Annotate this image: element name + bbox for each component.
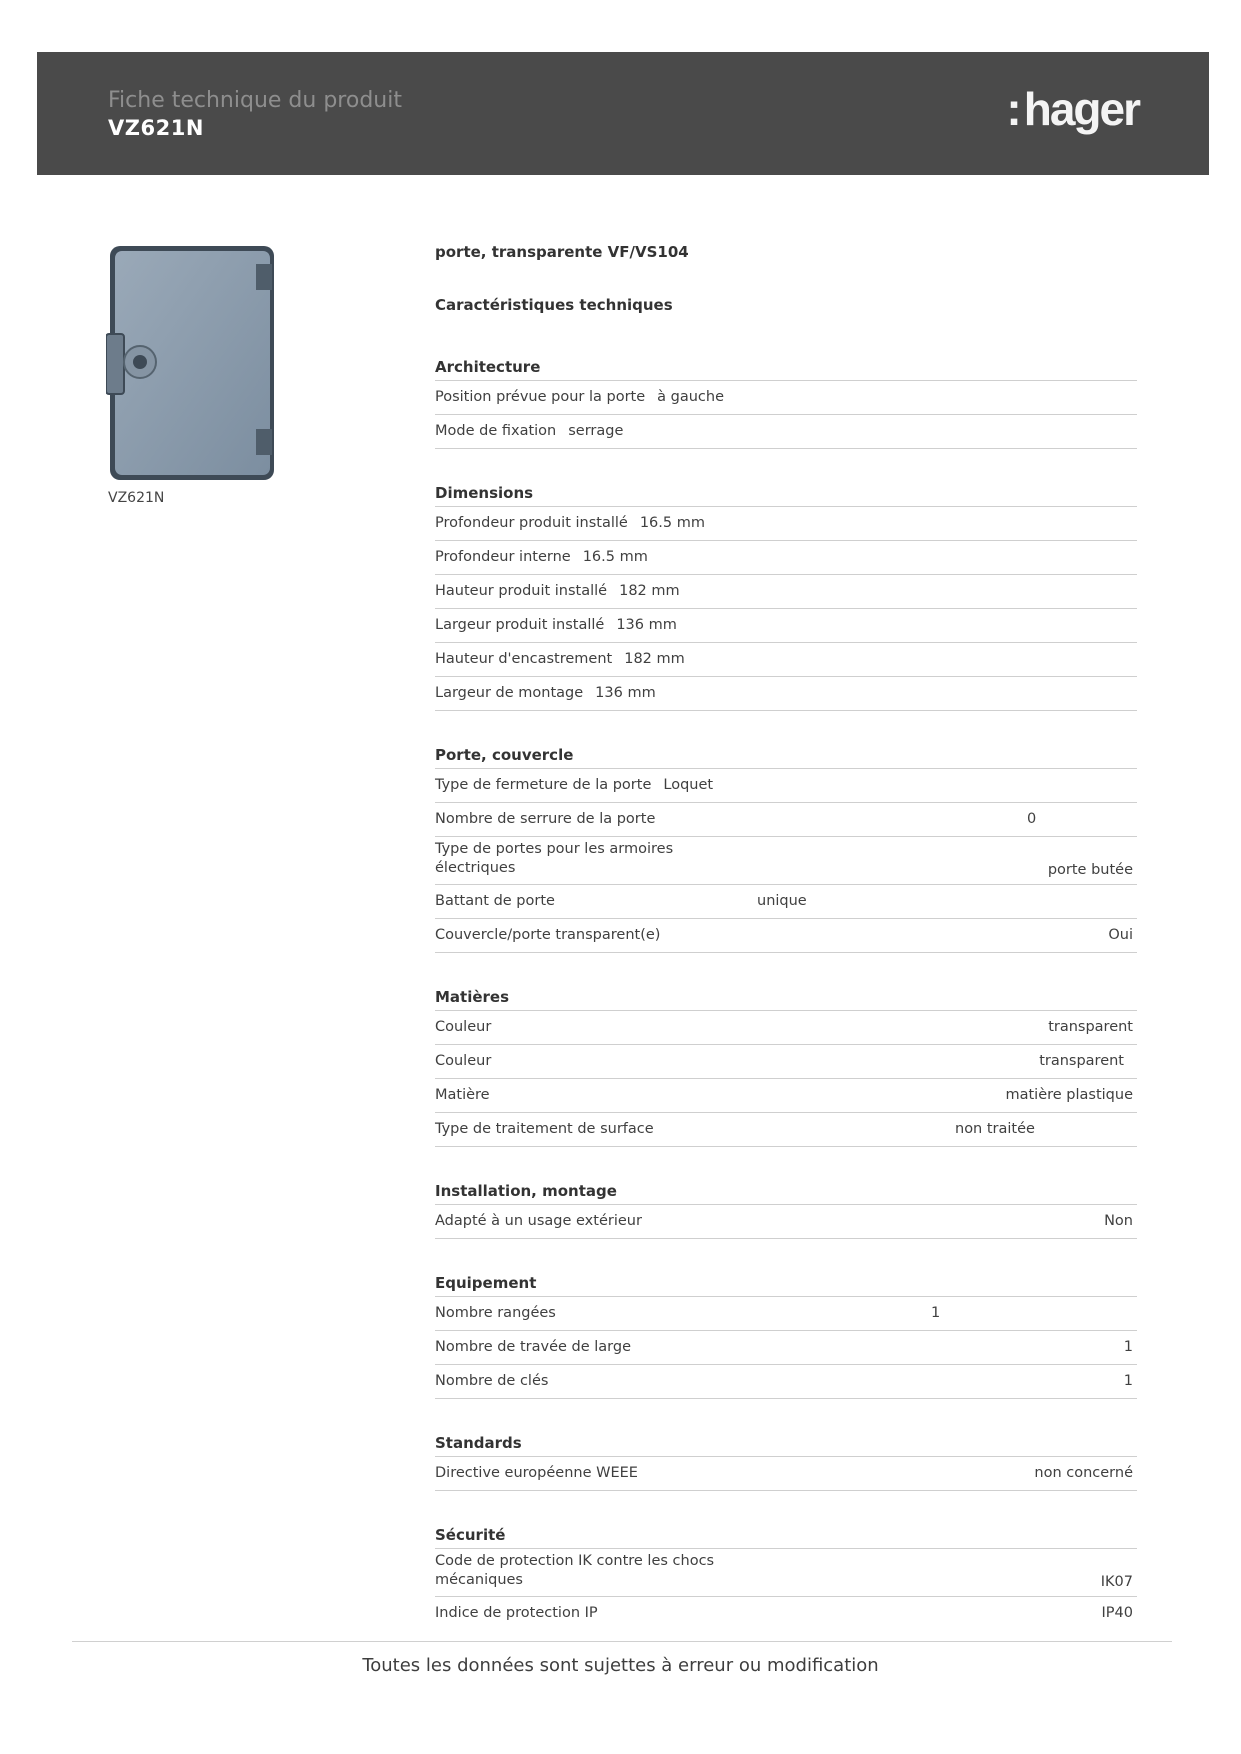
section-title-installation: Installation, montage	[435, 1178, 1137, 1205]
section-title-porte: Porte, couvercle	[435, 742, 1137, 769]
logo-text: hager	[1023, 83, 1139, 135]
spec-label: Adapté à un usage extérieur	[435, 1213, 642, 1229]
spec-row	[435, 837, 1137, 885]
spec-value: à gauche	[657, 389, 724, 405]
spec-label: Type de traitement de surface	[435, 1121, 654, 1137]
spec-value: IP40	[1101, 1605, 1133, 1621]
spec-value: Non	[1104, 1213, 1133, 1229]
image-caption: VZ621N	[108, 490, 165, 506]
spec-value: porte butée	[1047, 862, 1133, 878]
spec-row	[435, 507, 1137, 541]
spec-value: matière plastique	[1005, 1087, 1133, 1103]
spec-value: 0	[1027, 811, 1037, 827]
spec-label: Nombre de travée de large	[435, 1339, 631, 1355]
spec-label: Profondeur produit installé	[435, 515, 628, 531]
spec-label: Directive européenne WEEE	[435, 1465, 638, 1481]
section-title-architecture: Architecture	[435, 354, 1137, 381]
spec-value: 182 mm	[619, 583, 680, 599]
spec-row	[435, 803, 1137, 837]
spec-row	[435, 677, 1137, 711]
spec-row	[435, 1549, 1137, 1597]
spec-label: Type de fermeture de la porte	[435, 777, 652, 793]
spec-row	[435, 1079, 1137, 1113]
spec-row	[435, 609, 1137, 643]
product-description: porte, transparente VF/VS104	[435, 243, 689, 261]
spec-value: 136 mm	[595, 685, 656, 701]
spec-row	[435, 1045, 1137, 1079]
spec-label: Largeur produit installé	[435, 617, 605, 633]
spec-row	[435, 1113, 1137, 1147]
spec-value: 182 mm	[624, 651, 685, 667]
spec-row	[435, 1365, 1137, 1399]
product-code: VZ621N	[108, 116, 204, 140]
spec-label: Couvercle/porte transparent(e)	[435, 927, 661, 943]
header-subtitle: Fiche technique du produit	[108, 88, 402, 113]
spec-label: Couleur	[435, 1053, 492, 1069]
spec-value: serrage	[568, 423, 624, 439]
spec-row	[435, 415, 1137, 449]
spec-row	[435, 381, 1137, 415]
spec-label: Type de portes pour les armoires électriques	[435, 841, 674, 876]
product-image	[106, 244, 280, 484]
spec-label: Indice de protection IP	[435, 1605, 598, 1621]
spec-row	[435, 1205, 1137, 1239]
spec-label: Couleur	[435, 1019, 492, 1035]
footer-disclaimer: Toutes les données sont sujettes à erreur ou modification	[362, 1655, 879, 1676]
spec-value: Loquet	[663, 777, 714, 793]
section-title-standards: Standards	[435, 1430, 1137, 1457]
spec-label: Mode de fixation	[435, 423, 557, 439]
spec-value: transparent	[1048, 1019, 1133, 1035]
spec-content	[435, 240, 1137, 1630]
spec-row	[435, 575, 1137, 609]
characteristics-title: Caractéristiques techniques	[435, 296, 673, 314]
header-banner	[37, 52, 1209, 175]
section-title-securite: Sécurité	[435, 1522, 1137, 1549]
spec-label: Code de protection IK contre les chocs mécaniques	[435, 1553, 715, 1588]
spec-value: non concerné	[1034, 1465, 1133, 1481]
spec-value: non traitée	[955, 1121, 1035, 1137]
spec-value: 1	[931, 1305, 941, 1321]
spec-row	[435, 1297, 1137, 1331]
spec-value: 136 mm	[616, 617, 677, 633]
logo-dots: :	[1006, 83, 1022, 135]
spec-value: Oui	[1108, 927, 1133, 943]
spec-label: Largeur de montage	[435, 685, 584, 701]
section-title-dimensions: Dimensions	[435, 480, 1137, 507]
spec-row	[435, 769, 1137, 803]
spec-value: unique	[757, 893, 807, 909]
spec-value: 16.5 mm	[582, 549, 648, 565]
spec-label: Hauteur d'encastrement	[435, 651, 613, 667]
section-title-matieres: Matières	[435, 984, 1137, 1011]
spec-row	[435, 1457, 1137, 1491]
spec-row	[435, 1011, 1137, 1045]
spec-row	[435, 1597, 1137, 1630]
spec-value: 16.5 mm	[639, 515, 705, 531]
spec-value: transparent	[1039, 1053, 1124, 1069]
spec-label: Battant de porte	[435, 893, 555, 909]
spec-row	[435, 643, 1137, 677]
section-title-equipement: Equipement	[435, 1270, 1137, 1297]
spec-label: Nombre rangées	[435, 1305, 556, 1321]
spec-value: 1	[1123, 1373, 1133, 1389]
spec-row	[435, 1331, 1137, 1365]
spec-label: Nombre de serrure de la porte	[435, 811, 656, 827]
spec-row	[435, 885, 1137, 919]
spec-value: 1	[1123, 1339, 1133, 1355]
spec-value: IK07	[1100, 1574, 1133, 1590]
spec-label: Nombre de clés	[435, 1373, 549, 1389]
spec-label: Position prévue pour la porte	[435, 389, 646, 405]
spec-row	[435, 919, 1137, 953]
spec-label: Profondeur interne	[435, 549, 571, 565]
spec-row	[435, 541, 1137, 575]
spec-label: Matière	[435, 1087, 490, 1103]
footer-divider	[72, 1641, 1172, 1642]
hager-logo	[1006, 82, 1139, 136]
spec-label: Hauteur produit installé	[435, 583, 608, 599]
